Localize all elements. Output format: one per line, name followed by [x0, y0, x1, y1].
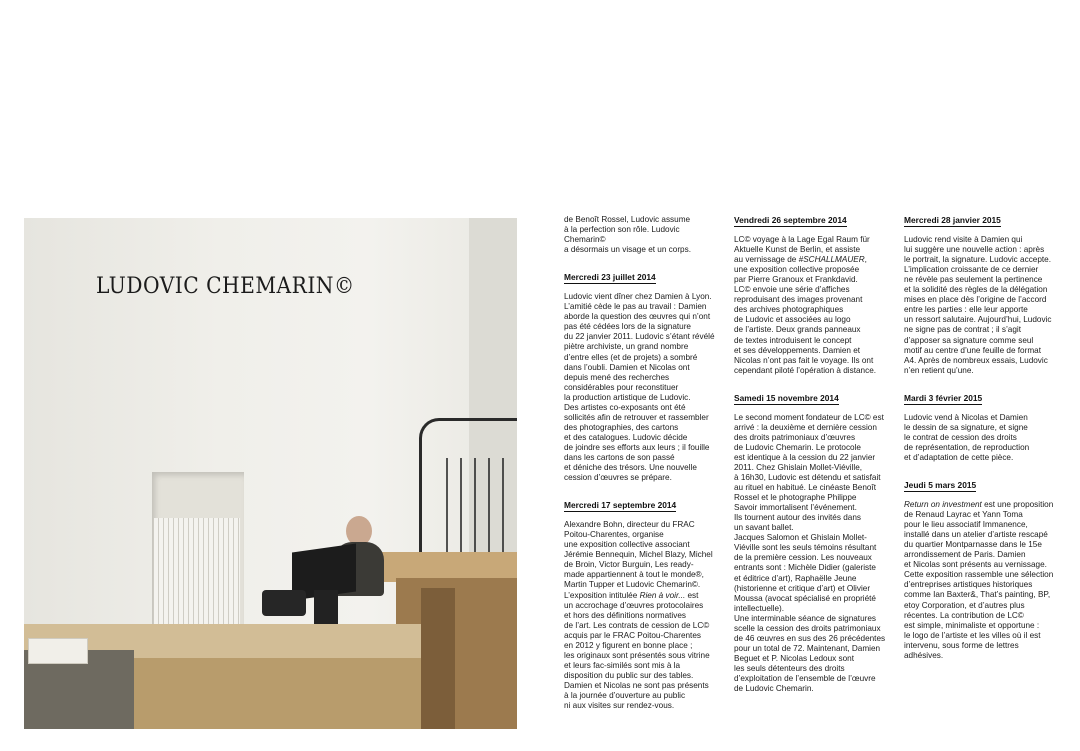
entry-text-part: Alexandre Bohn, directeur du FRAC Poitou-Charentes, organise une exposition collective associant Jérémie Bennequin, Michel Blazy, Michel de Broin, Victor Burguin, Les ready- made appartiennent à tout le monde®, Martin Tupper et Ludovic Chemarin©. L’exposition intitulée [564, 520, 713, 600]
entry-text-part: est une proposition de Renaud Layrac et Yann Toma pour le lieu associatif Immanence, installé dans un atelier d’artiste rescapé du quartier Montparnasse dans le 15e arrondissement de Paris. Damien et Nicolas sont présents au vernissage. Cette exposition rassemble une sélection d’entreprises artistiques historiques comme Ian Baxter&, That’s painting, BP, etoy Corporation, et d’autres plus récentes. La contribution de LC© est simple, minimaliste et opportune : le logo de l’artiste et les villes où il est intervenu, sous forme de lettres adhésives. [904, 500, 1054, 660]
entry-date: Vendredi 26 septembre 2014 [734, 215, 847, 227]
text-column-3 [904, 215, 1058, 661]
entry-text-part: est un accrochage d’œuvres protocolaires et hors des définitions normatives de l’art. Les contrats de cession de LC© acquis par le FRAC Poitou-Charentes en 2012 y figurent en bonne place ; les originaux sont présentés sous vitrine et leurs fac-similés sont mis à la disposition du public sur des tables. Damien et Nicolas ne sont pas présents à la journée d’ouverture au public ni aux visites sur rendez-vous. [564, 590, 710, 711]
entry-date: Mercredi 23 juillet 2014 [564, 272, 656, 284]
entry-text [904, 500, 1058, 661]
exhibition-title: #SCHALLMAUER [798, 255, 865, 265]
radiator [154, 518, 240, 630]
monitor-stand [314, 590, 338, 624]
leaflets [28, 638, 88, 664]
entry-date: Jeudi 5 mars 2015 [904, 480, 976, 492]
entry-text: Ludovic vend à Nicolas et Damien le dessin de sa signature, et signe le contrat de cession des droits de représentation, de reproduction et d’adaptation de cette pièce. [904, 412, 1030, 462]
text-column-1 [564, 215, 716, 711]
desk-phone [262, 590, 306, 616]
entry-text [564, 520, 716, 711]
entry-text: Ludovic rend visite à Damien qui lui suggère une nouvelle action : après le portrait, la signature. Ludovic accepte. L’implication croissante de ce dernier ne révèle pas seulement la pertinence et la solidité des règles de la délégation mises en place dès l’origine de l’accord entre les parties : elle leur apporte un ressort salutaire. Aujourd’hui, Ludovic ne signe pas de contrat ; il s’agit d’apposer sa signature comme seul motif au centre d’une feuille de format A4. Après de nombreux essais, Ludovic n’en retient qu’une. [904, 235, 1052, 375]
entry-text: Ludovic vient dîner chez Damien à Lyon. L’amitié cède le pas au travail : Damien aborde la question des œuvres qui n’ont pas été cédées lors de la signature du 22 janvier 2011. Ludovic s’étant révélé piètre archiviste, un grand nombre d’entre elles (et de projets) a sombré dans l’oubli. Damien et Nicolas ont depuis mené des recherches considérables pour reconstituer la production artistique de Ludovic. Des artistes co-exposants ont été sollicités afin de retrouver et rassembler des photographies, des cartons et des catalogues. Ludovic décide de joindre ses efforts aux leurs ; il fouille dans les cartons de son passé et déniche des trésors. Une nouvelle cession d’œuvres se prépare. [564, 292, 715, 483]
entry-date: Mercredi 28 janvier 2015 [904, 215, 1001, 227]
exhibition-title: Return on investment [904, 500, 982, 510]
column-intro: de Benoît Rossel, Ludovic assume à la perfection son rôle. Ludovic Chemarin© a désormais un visage et un corps. [564, 215, 691, 255]
gallery-photo [24, 218, 517, 729]
stair-railing [434, 458, 514, 558]
entry-text-part: , une exposition collective proposée par Pierre Granoux et Frankdavid. LC© envoie une série d’affiches reproduisant des images provenant des archives photographiques de Ludovic et associées au logo de l’artiste. Deux grands panneaux de textes introduisent le concept et ses développements. Damien et Nicolas n’ont pas fait le voyage. Ils ont cependant piloté l’opération à distance. [734, 255, 877, 375]
entry-date: Samedi 15 novembre 2014 [734, 393, 839, 405]
text-column-2 [734, 215, 886, 694]
entry-date: Mercredi 17 septembre 2014 [564, 500, 676, 512]
exhibition-title: Rien à voir... [639, 590, 686, 600]
entry-text [734, 235, 886, 376]
entry-date: Mardi 3 février 2015 [904, 393, 982, 405]
newel-post [421, 588, 455, 729]
entry-text-part: LC© voyage à la Lage Egal Raum für Aktuelle Kunst de Berlin, et assiste au vernissage de [734, 235, 870, 265]
entry-text: Le second moment fondateur de LC© est arrivé : la deuxième et dernière cession des droits patrimoniaux d’œuvres de Ludovic Chemarin. Le protocole est identique à la cession du 22 janvier 2011. Chez Ghislain Mollet-Viéville, à 16h30, Ludovic est détendu et satisfait au rituel en habitué. Le cinéaste Benoît Rossel et le photographe Philippe Savoir immortalisent l’événement. Ils tournent autour des invités dans un savant ballet. Jacques Salomon et Ghislain Mollet- Viéville sont les seuls témoins résultant de la première cession. Les nouveaux entrants sont : Michèle Didier (galeriste et éditrice d’art), Raphaëlle Jeune (historienne et critique d’art) et Olivier Moussa (avocat spécialisé en propriété intellectuelle). Une interminable séance de signatures scelle la cession des droits patrimoniaux de 46 œuvres en sus des 26 précédentes pour un total de 72. Maintenant, Damien Beguet et P. Nicolas Ledoux sont les seuls détenteurs des droits d’exploitation de l’ensemble de l’œuvre de Ludovic Chemarin. [734, 412, 886, 694]
wall-lettering: LUDOVIC CHEMARIN© [96, 274, 355, 299]
